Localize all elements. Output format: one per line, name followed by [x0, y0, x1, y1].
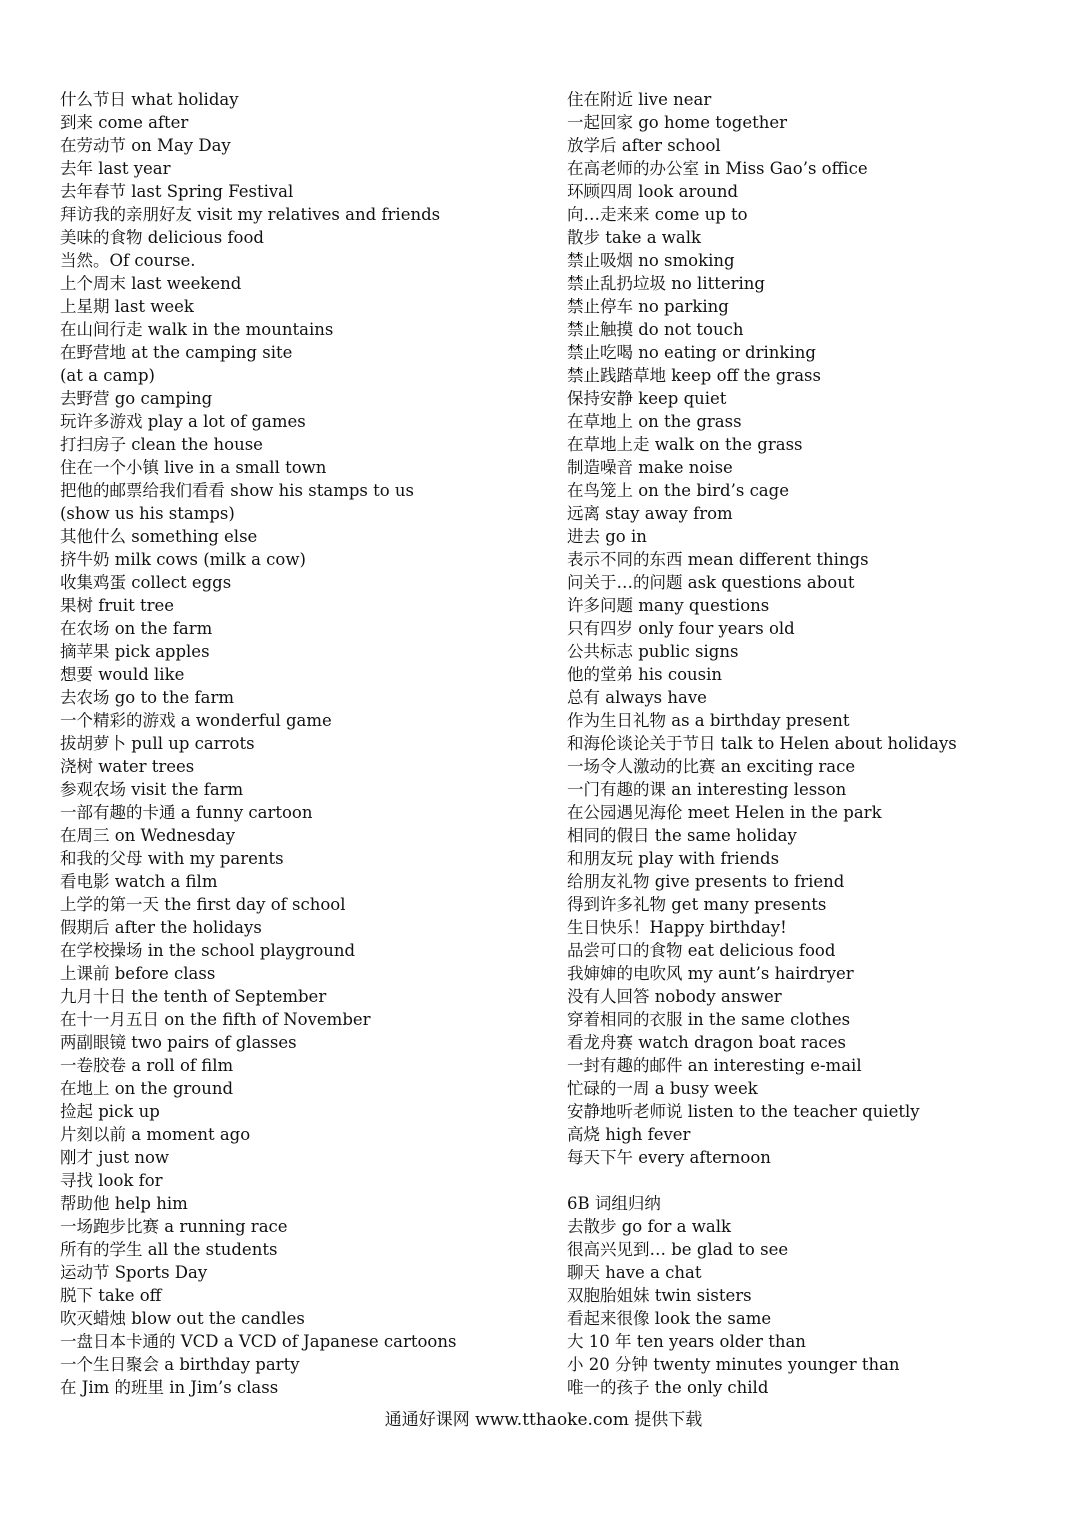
phrase-line: 收集鸡蛋 collect eggs	[60, 573, 232, 592]
phrase-line: 给朋友礼物 give presents to friend	[567, 872, 845, 891]
phrase-line: 在山间行走 walk in the mountains	[60, 320, 334, 339]
phrase-line: 拜访我的亲朋好友 visit my relatives and friends	[60, 205, 441, 224]
phrase-line: 放学后 after school	[567, 136, 721, 155]
phrase-line: 在草地上走 walk on the grass	[567, 435, 803, 454]
phrase-line: 在公园遇见海伦 meet Helen in the park	[567, 803, 882, 822]
phrase-line: 吹灭蜡烛 blow out the candles	[60, 1309, 305, 1328]
phrase-line: (at a camp)	[60, 366, 155, 385]
phrase-line: 和海伦谈论关于节日 talk to Helen about holidays	[567, 734, 957, 753]
phrase-line: 环顾四周 look around	[567, 182, 739, 201]
phrase-line: 一门有趣的课 an interesting lesson	[567, 780, 847, 799]
phrase-line: 当然。Of course.	[60, 251, 196, 270]
phrase-line: 片刻以前 a moment ago	[60, 1125, 251, 1144]
phrase-line: 在农场 on the farm	[60, 619, 213, 638]
phrase-line: 禁止吃喝 no eating or drinking	[567, 343, 816, 362]
phrase-line: 总有 always have	[567, 688, 707, 707]
phrase-line: 我婶婶的电吹风 my aunt’s hairdryer	[567, 964, 854, 983]
phrase-line: 他的堂弟 his cousin	[567, 665, 723, 684]
phrase-line: 在地上 on the ground	[60, 1079, 234, 1098]
phrase-line: 一封有趣的邮件 an interesting e-mail	[567, 1056, 862, 1075]
phrase-line: 住在附近 live near	[567, 90, 712, 109]
phrase-line: 禁止乱扔垃圾 no littering	[567, 274, 765, 293]
phrase-line: (show us his stamps)	[60, 504, 235, 523]
phrase-line: 禁止触摸 do not touch	[567, 320, 744, 339]
phrase-line: 看起来很像 look the same	[567, 1309, 772, 1328]
phrase-line: 想要 would like	[60, 665, 185, 684]
phrase-line: 浇树 water trees	[60, 757, 195, 776]
phrase-line: 许多问题 many questions	[567, 596, 770, 615]
phrase-line: 假期后 after the holidays	[60, 918, 262, 937]
phrase-line: 一个精彩的游戏 a wonderful game	[60, 711, 332, 730]
phrase-line: 参观农场 visit the farm	[60, 780, 244, 799]
phrase-line: 双胞胎姐妹 twin sisters	[567, 1286, 752, 1305]
phrase-line: 在草地上 on the grass	[567, 412, 742, 431]
phrase-line: 禁止吸烟 no smoking	[567, 251, 735, 270]
phrase-line: 禁止停车 no parking	[567, 297, 729, 316]
phrase-line: 穿着相同的衣服 in the same clothes	[567, 1010, 851, 1029]
phrase-line: 果树 fruit tree	[60, 596, 175, 615]
phrase-line: 一场令人激动的比赛 an exciting race	[567, 757, 856, 776]
phrase-line: 禁止践踏草地 keep off the grass	[567, 366, 821, 385]
phrase-line: 在鸟笼上 on the bird’s cage	[567, 481, 789, 500]
phrase-line: 公共标志 public signs	[567, 642, 739, 661]
phrase-line: 安静地听老师说 listen to the teacher quietly	[567, 1102, 920, 1121]
phrase-line: 进去 go in	[567, 527, 647, 546]
phrase-line: 远离 stay away from	[567, 504, 733, 523]
phrase-line: 和我的父母 with my parents	[60, 849, 284, 868]
phrase-line: 一个生日聚会 a birthday party	[60, 1355, 300, 1374]
phrase-line: 运动节 Sports Day	[60, 1263, 208, 1282]
phrase-line: 表示不同的东西 mean different things	[567, 550, 869, 569]
phrase-line: 作为生日礼物 as a birthday present	[567, 711, 850, 730]
phrase-line: 上星期 last week	[60, 297, 194, 316]
phrase-line: 两副眼镜 two pairs of glasses	[60, 1033, 297, 1052]
phrase-line: 在 Jim 的班里 in Jim’s class	[60, 1378, 279, 1397]
phrase-line: 和朋友玩 play with friends	[567, 849, 780, 868]
phrase-line: 在十一月五日 on the fifth of November	[60, 1010, 371, 1029]
phrase-line: 只有四岁 only four years old	[567, 619, 795, 638]
phrase-line: 向…走来来 come up to	[567, 205, 748, 224]
left-phrase-column	[60, 88, 540, 1399]
phrase-line: 看电影 watch a film	[60, 872, 218, 891]
phrase-line: 帮助他 help him	[60, 1194, 188, 1213]
phrase-line: 九月十日 the tenth of September	[60, 987, 327, 1006]
phrase-line: 摘苹果 pick apples	[60, 642, 210, 661]
phrase-line: 高烧 high fever	[567, 1125, 691, 1144]
phrase-line: 打扫房子 clean the house	[60, 435, 263, 454]
phrase-line: 美味的食物 delicious food	[60, 228, 264, 247]
phrase-line: 上课前 before class	[60, 964, 216, 983]
phrase-line: 寻找 look for	[60, 1171, 163, 1190]
phrase-line: 在野营地 at the camping site	[60, 343, 293, 362]
phrase-line: 上个周末 last weekend	[60, 274, 242, 293]
phrase-line: 散步 take a walk	[567, 228, 702, 247]
phrase-line: 在高老师的办公室 in Miss Gao’s office	[567, 159, 868, 178]
phrase-line: 问关于…的问题 ask questions about	[567, 573, 855, 592]
phrase-line: 捡起 pick up	[60, 1102, 160, 1121]
phrase-line: 去年春节 last Spring Festival	[60, 182, 294, 201]
phrase-line: 其他什么 something else	[60, 527, 258, 546]
phrase-line: 什么节日 what holiday	[60, 90, 239, 109]
phrase-line: 在周三 on Wednesday	[60, 826, 236, 845]
phrase-line: 6B 词组归纳	[567, 1194, 661, 1213]
phrase-line: 大 10 年 ten years older than	[567, 1332, 806, 1351]
phrase-line: 一起回家 go home together	[567, 113, 788, 132]
phrase-line: 保持安静 keep quiet	[567, 389, 727, 408]
right-phrase-column	[567, 88, 1067, 1399]
phrase-line: 品尝可口的食物 eat delicious food	[567, 941, 836, 960]
phrase-line: 忙碌的一周 a busy week	[567, 1079, 758, 1098]
phrase-line: 去野营 go camping	[60, 389, 213, 408]
phrase-line: 唯一的孩子 the only child	[567, 1378, 769, 1397]
phrase-line: 一卷胶卷 a roll of film	[60, 1056, 234, 1075]
phrase-line: 上学的第一天 the first day of school	[60, 895, 346, 914]
phrase-line: 把他的邮票给我们看看 show his stamps to us	[60, 481, 415, 500]
phrase-line: 所有的学生 all the students	[60, 1240, 278, 1259]
phrase-line: 一场跑步比赛 a running race	[60, 1217, 288, 1236]
phrase-line: 在学校操场 in the school playground	[60, 941, 356, 960]
phrase-line: 去年 last year	[60, 159, 171, 178]
phrase-line: 去散步 go for a walk	[567, 1217, 731, 1236]
phrase-line: 得到许多礼物 get many presents	[567, 895, 827, 914]
phrase-line: 每天下午 every afternoon	[567, 1148, 771, 1167]
page-footer: 通通好课网 www.tthaoke.com 提供下载	[384, 1410, 703, 1430]
phrase-line: 一部有趣的卡通 a funny cartoon	[60, 803, 313, 822]
phrase-line: 一盘日本卡通的 VCD a VCD of Japanese cartoons	[60, 1332, 457, 1351]
phrase-line: 脱下 take off	[60, 1286, 162, 1305]
phrase-line: 聊天 have a chat	[567, 1263, 702, 1282]
phrase-line: 住在一个小镇 live in a small town	[60, 458, 327, 477]
phrase-line: 到来 come after	[60, 113, 189, 132]
phrase-line: 去农场 go to the farm	[60, 688, 235, 707]
phrase-line: 拔胡萝卜 pull up carrots	[60, 734, 255, 753]
phrase-line: 相同的假日 the same holiday	[567, 826, 797, 845]
phrase-line: 刚才 just now	[60, 1148, 170, 1167]
phrase-line: 玩许多游戏 play a lot of games	[60, 412, 306, 431]
phrase-line: 生日快乐！Happy birthday!	[567, 918, 787, 937]
phrase-line: 没有人回答 nobody answer	[567, 987, 782, 1006]
phrase-line: 小 20 分钟 twenty minutes younger than	[567, 1355, 900, 1374]
phrase-line	[567, 1169, 1067, 1192]
phrase-line: 制造噪音 make noise	[567, 458, 733, 477]
phrase-line: 挤牛奶 milk cows (milk a cow)	[60, 550, 306, 569]
phrase-line: 很高兴见到… be glad to see	[567, 1240, 789, 1259]
phrase-line: 看龙舟赛 watch dragon boat races	[567, 1033, 847, 1052]
phrase-line: 在劳动节 on May Day	[60, 136, 231, 155]
